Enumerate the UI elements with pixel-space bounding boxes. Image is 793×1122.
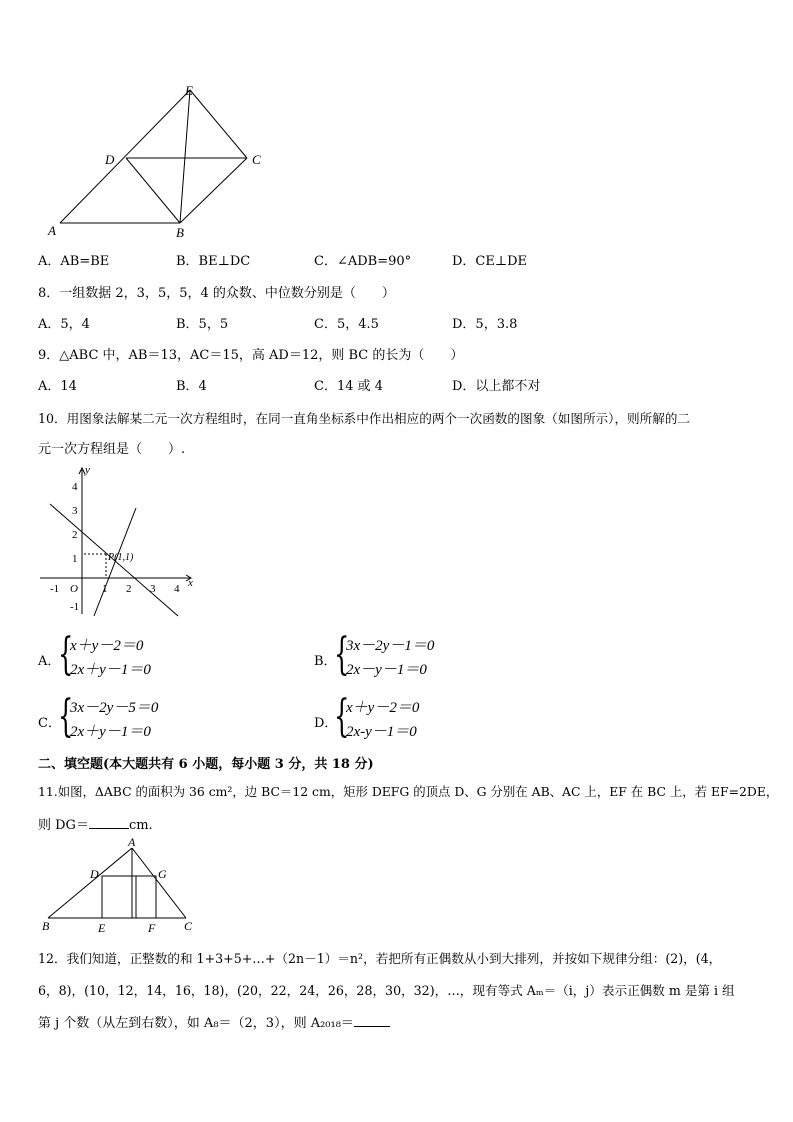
label-C: C [252,152,261,167]
q9-option-d: D．以上都不对 [452,379,541,394]
q11-answer-blank[interactable] [89,816,129,829]
fig11-label-C: C [184,919,193,933]
ytick-4: 4 [72,481,78,493]
q7-option-d: D．CE⊥DE [452,254,527,269]
q9-option-a: A．14 [38,379,77,394]
fig11-label-E: E [98,921,106,935]
fig11-label-G: G [158,867,167,881]
q10-a-eq2: 2x＋y－1＝0 [70,662,151,678]
q10-a-eq1: x＋y－2＝0 [70,638,144,654]
fig11-label-F: F [148,921,156,935]
xtick-3: 3 [150,583,156,595]
q7-option-b: B．BE⊥DC [176,254,251,269]
coordinate-graph [36,462,198,622]
q10-b-eq2: 2x－y－1＝0 [346,662,427,678]
axis-x-label: x [188,577,193,589]
ytick-3: 3 [72,505,78,517]
label-E: E [185,83,193,98]
q12-line3-text: 第 j 个数（从左到右数），如 A₈＝（2，3），则 A₂₀₁₈＝ [38,1016,354,1031]
q9-option-c: C．14 或 4 [314,379,384,394]
point-p-label: P(1,1) [108,552,134,563]
q10-option-d-label: D． [314,716,338,731]
xtick-neg1: -1 [50,583,60,595]
q12-stem-line3 [38,1012,390,1031]
q12-stem-line1: 12．我们知道，正整数的和 1+3+5+…+（2n－1）＝n²，若把所有正偶数从小到大排列，并按如下规律分组：(2)，(4， [38,951,722,966]
q10-option-c-label: C． [38,716,61,731]
q10-stem-line2: 元一次方程组是（ ）. [38,442,186,457]
q11-line2-prefix: 则 DG＝ [38,818,89,833]
q11-stem-line2 [38,814,153,833]
brace-b: { [334,629,350,680]
parallelogram-figure [40,80,280,240]
q11-line2-suffix: cm. [128,818,153,833]
fig11-label-D: D [90,867,99,881]
xtick-1: 1 [102,583,108,595]
origin-label: O [70,583,78,595]
brace-d: { [334,691,350,742]
q8-option-c: C．5，4.5 [314,317,379,332]
q8-option-d: D．5，3.8 [452,317,518,332]
fig11-label-A: A [128,836,136,849]
q10-c-eq1: 3x－2y－5＝0 [70,700,159,716]
q8-option-b: B．5，5 [176,317,229,332]
q10-d-eq2: 2x-y－1＝0 [346,724,417,740]
axis-y-label: y [85,464,90,476]
xtick-2: 2 [126,583,132,595]
q10-option-b-label: B． [314,654,337,669]
fig11-label-B: B [42,919,50,933]
label-B: B [176,225,184,240]
q10-d-eq1: x＋y－2＝0 [346,700,420,716]
triangle-rectangle-figure [38,836,198,936]
q7-option-c: C．∠ADB=90° [314,254,412,269]
ytick-2: 2 [72,529,78,541]
q10-b-eq1: 3x－2y－1＝0 [346,638,435,654]
ytick-neg1: -1 [70,601,80,613]
xtick-4: 4 [174,583,180,595]
q10-stem-line1: 10．用图象法解某二元一次方程组时，在同一直角坐标系中作出相应的两个一次函数的图象（如图所示），则所解的二 [38,411,691,426]
section-title: 二、填空题(本大题共有 6 小题，每小题 3 分，共 18 分) [38,757,374,772]
ytick-1: 1 [72,553,78,565]
brace-c: { [58,691,74,742]
q11-stem-line1: 11.如图，ΔABC 的面积为 36 cm²，边 BC＝12 cm，矩形 DEFG 的顶点 D、G 分别在 AB、AC 上，EF 在 BC 上，若 EF=2DE， [38,784,779,799]
q7-option-a: A．AB=BE [38,254,110,269]
q8-stem: 8．一组数据 2，3，5，5，4 的众数、中位数分别是（ ） [38,286,395,301]
q12-stem-line2: 6，8)，(10，12，14，16，18)，(20，22，24，26，28，30，32)，…，现有等式 Aₘ＝（i，j）表示正偶数 m 是第 i 组 [38,983,735,998]
q10-c-eq2: 2x＋y－1＝0 [70,724,151,740]
q12-answer-blank[interactable] [354,1014,390,1027]
q9-option-b: B．4 [176,379,207,394]
label-A: A [48,223,56,238]
q10-option-a-label: A． [38,654,61,669]
label-D: D [105,152,115,167]
q9-stem: 9．△ABC 中，AB＝13，AC＝15，高 AD＝12，则 BC 的长为（ ） [38,348,464,363]
brace-a: { [58,629,74,680]
q8-option-a: A．5，4 [38,317,90,332]
